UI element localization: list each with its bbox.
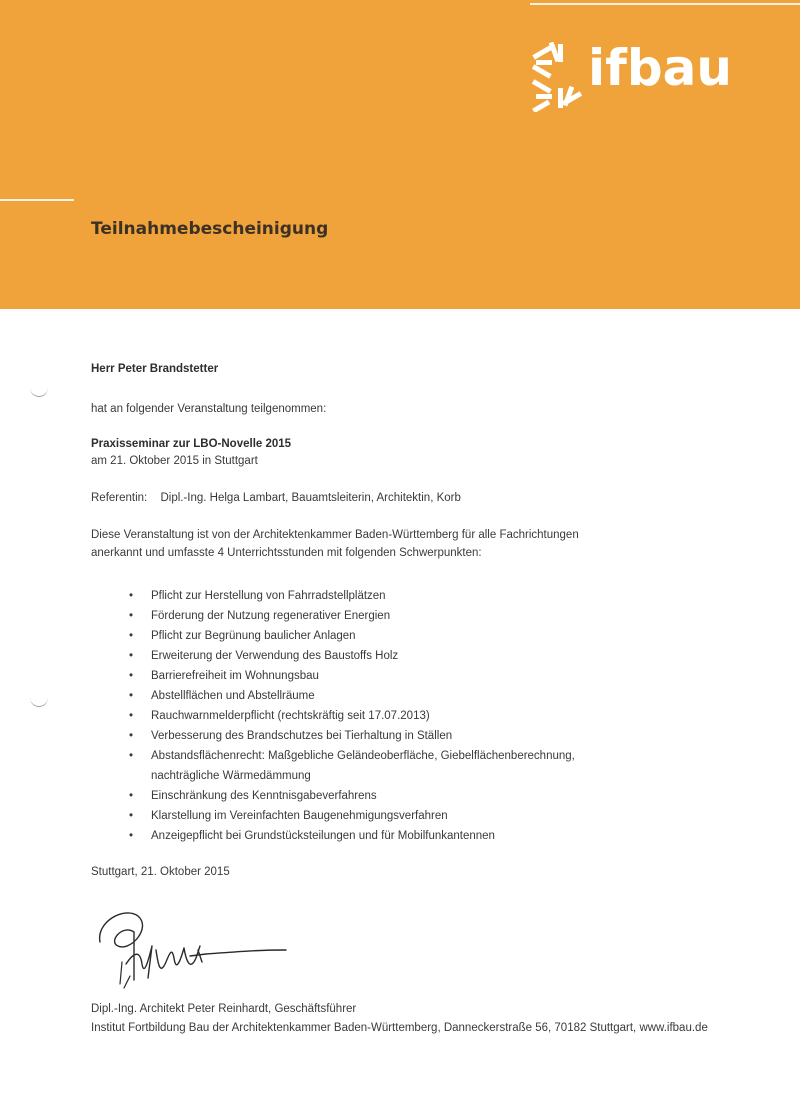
bullet-icon: • <box>129 830 134 842</box>
list-item: • Klarstellung im Vereinfachten Baugenehmigungsverfahren <box>125 806 575 826</box>
bullet-icon: • <box>129 730 134 742</box>
event-title: Praxisseminar zur LBO-Novelle 2015 <box>91 438 292 450</box>
logo-mark-icon <box>528 42 586 112</box>
list-item: • Barrierefreiheit im Wohnungsbau <box>125 666 575 686</box>
list-item: • Abstellflächen und Abstellräume <box>125 686 575 706</box>
punch-hole-bottom <box>30 688 48 707</box>
side-rule <box>0 199 74 201</box>
punch-hole-top <box>30 378 48 397</box>
bullet-icon: • <box>129 710 134 722</box>
speaker-line <box>91 491 461 506</box>
list-item: • Pflicht zur Begrünung baulicher Anlagen <box>125 626 575 646</box>
place-date: Stuttgart, 21. Oktober 2015 <box>91 866 230 878</box>
speaker-label: Referentin: <box>91 492 148 504</box>
recognition-line-1: Diese Veranstaltung ist von der Architektenkammer Baden-Württemberg für alle Fachrichtungen <box>91 529 579 541</box>
bullet-icon: • <box>129 750 134 762</box>
participation-statement: hat an folgender Veranstaltung teilgenommen: <box>91 403 327 415</box>
signatory-line: Dipl.-Ing. Architekt Peter Reinhardt, Geschäftsführer <box>91 1003 357 1015</box>
list-item-continuation: nachträgliche Wärmedämmung <box>151 770 311 782</box>
bullet-icon: • <box>129 610 134 622</box>
list-item: • Abstandsflächenrecht: Maßgebliche Geländeoberfläche, Giebelflächenberechnung, <box>125 746 575 766</box>
bullet-icon: • <box>129 690 134 702</box>
speaker-value: Dipl.-Ing. Helga Lambart, Bauamtsleiterin, Architektin, Korb <box>160 492 461 504</box>
header-band <box>0 0 800 309</box>
top-rule <box>530 3 800 5</box>
ifbau-logo <box>528 38 733 114</box>
bullet-icon: • <box>129 630 134 642</box>
logo-text: ifbau <box>588 39 733 97</box>
bullet-icon: • <box>129 590 134 602</box>
list-item: • Förderung der Nutzung regenerativer Energien <box>125 606 575 626</box>
institution-line: Institut Fortbildung Bau der Architektenkammer Baden-Württemberg, Danneckerstraße 56, 70182 Stuttgart, www.ifbau.de <box>91 1022 708 1034</box>
list-item: • Pflicht zur Herstellung von Fahrradstellplätzen <box>125 586 575 606</box>
document-title: Teilnahmebescheinigung <box>91 219 329 239</box>
list-item: • Einschränkung des Kenntnisgabeverfahrens <box>125 786 575 806</box>
list-item: • Rauchwarnmelderpflicht (rechtskräftig seit 17.07.2013) <box>125 706 575 726</box>
recipient-name: Herr Peter Brandstetter <box>91 363 219 375</box>
bullet-icon: • <box>129 650 134 662</box>
handwritten-signature <box>94 902 294 992</box>
bullet-icon: • <box>129 670 134 682</box>
topics-list <box>125 586 575 846</box>
bullet-icon: • <box>129 790 134 802</box>
list-item: • Erweiterung der Verwendung des Baustoffs Holz <box>125 646 575 666</box>
event-date-place: am 21. Oktober 2015 in Stuttgart <box>91 455 258 467</box>
recognition-line-2: anerkannt und umfasste 4 Unterrichtsstunden mit folgenden Schwerpunkten: <box>91 547 482 559</box>
list-item: • Verbesserung des Brandschutzes bei Tierhaltung in Ställen <box>125 726 575 746</box>
list-item: • Anzeigepflicht bei Grundstücksteilungen und für Mobilfunkantennen <box>125 826 575 846</box>
bullet-icon: • <box>129 810 134 822</box>
